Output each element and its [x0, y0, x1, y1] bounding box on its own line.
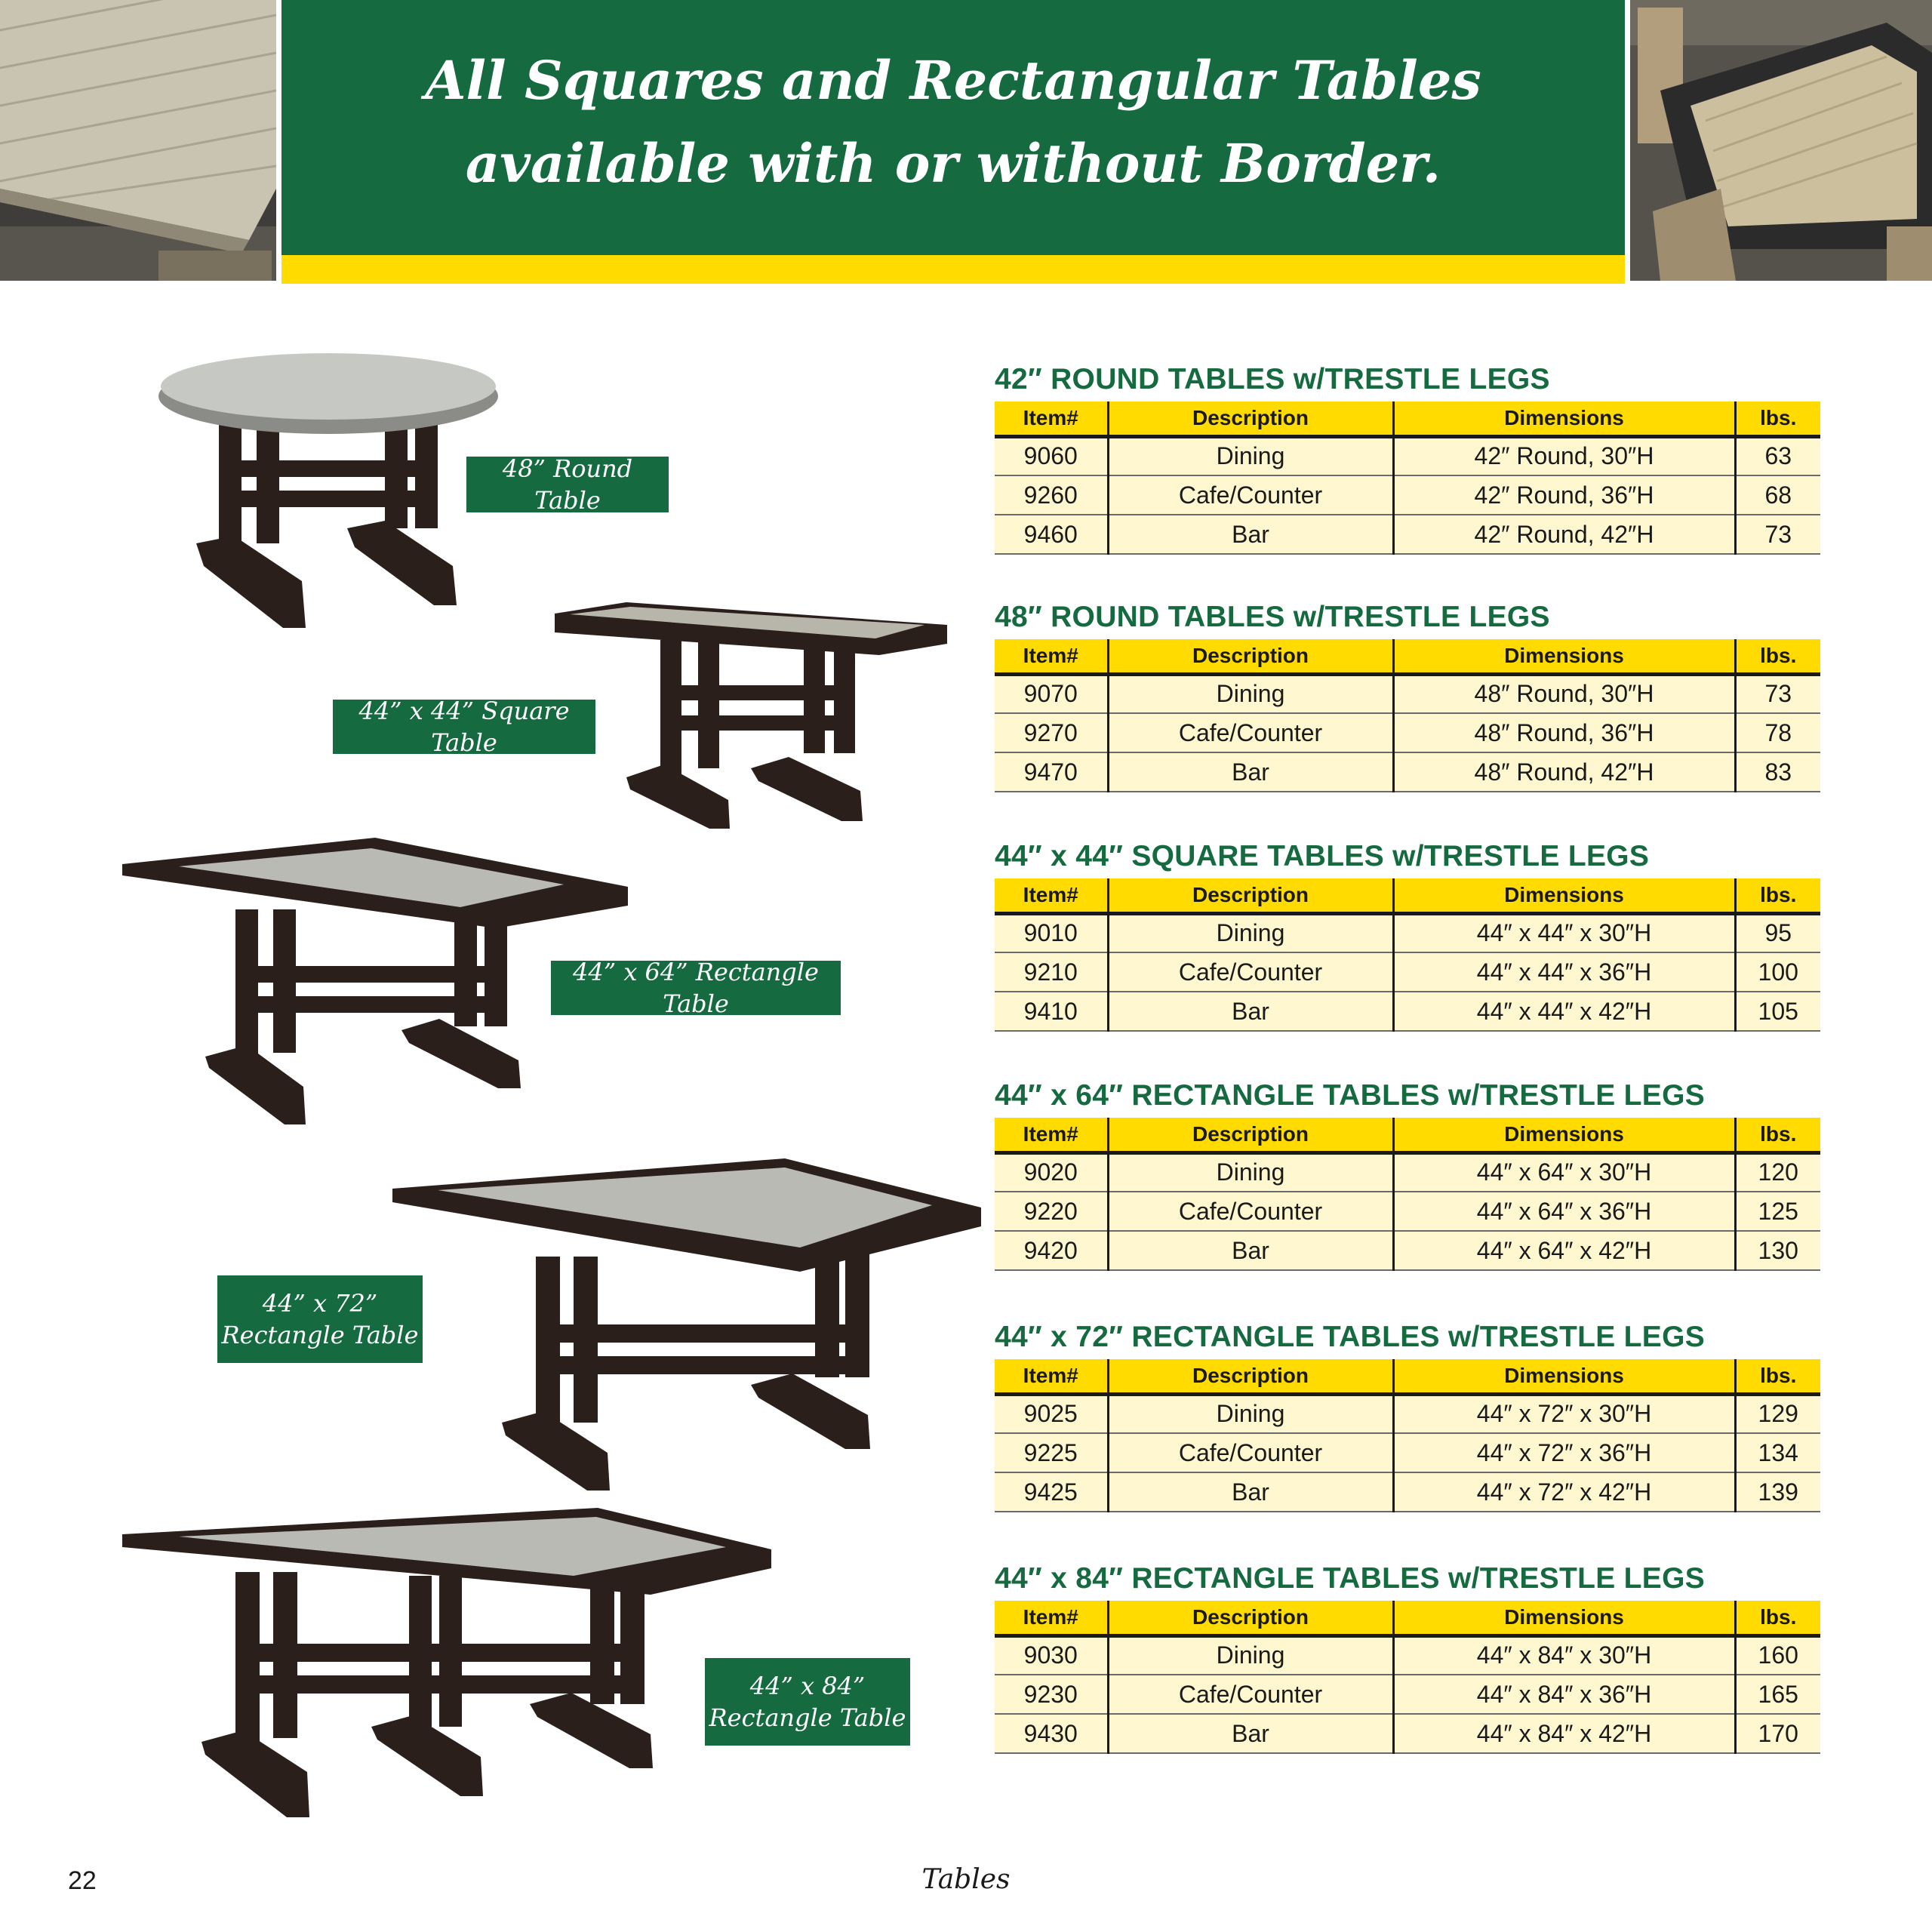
round-table-label-text: 48” Round Table	[502, 454, 633, 515]
cell-lbs: 100	[1735, 952, 1820, 992]
cell-lbs: 73	[1735, 515, 1820, 554]
cell-dimensions: 44″ x 72″ x 36″H	[1393, 1433, 1735, 1472]
cell-description: Cafe/Counter	[1108, 475, 1393, 515]
cell-description: Dining	[1108, 436, 1393, 475]
cell-dimensions: 44″ x 44″ x 30″H	[1393, 913, 1735, 952]
cell-item: 9210	[995, 952, 1108, 992]
header-dimensions: Dimensions	[1393, 401, 1735, 436]
header-row	[995, 1118, 1820, 1152]
table-row	[995, 515, 1820, 554]
cell-item: 9410	[995, 992, 1108, 1031]
cell-dimensions: 44″ x 44″ x 36″H	[1393, 952, 1735, 992]
cell-description: Dining	[1108, 1152, 1393, 1192]
round-table-image	[151, 355, 513, 634]
table-row	[995, 1231, 1820, 1270]
header-lbs: lbs.	[1735, 1118, 1820, 1152]
cell-description: Bar	[1108, 1231, 1393, 1270]
table-row	[995, 1472, 1820, 1512]
table-row	[995, 752, 1820, 792]
round-table-illustration	[151, 355, 513, 634]
spec-grid	[995, 1359, 1820, 1512]
header-description: Description	[1108, 878, 1393, 913]
bordered-tabletop-photo-left	[0, 0, 276, 281]
cell-lbs: 120	[1735, 1152, 1820, 1192]
spec-grid	[995, 639, 1820, 792]
cell-item: 9260	[995, 475, 1108, 515]
cell-dimensions: 44″ x 72″ x 30″H	[1393, 1394, 1735, 1433]
cell-lbs: 160	[1735, 1635, 1820, 1675]
cell-dimensions: 48″ Round, 36″H	[1393, 713, 1735, 752]
rect-72-table-image	[392, 1158, 981, 1491]
cell-item: 9070	[995, 674, 1108, 713]
spec-title: 48″ ROUND TABLES w/TRESTLE LEGS	[995, 601, 1550, 633]
page-number: 22	[68, 1866, 97, 1895]
cell-dimensions: 44″ x 84″ x 36″H	[1393, 1675, 1735, 1714]
cell-item: 9425	[995, 1472, 1108, 1512]
cell-description: Bar	[1108, 992, 1393, 1031]
header-lbs: lbs.	[1735, 878, 1820, 913]
header-lbs: lbs.	[1735, 639, 1820, 674]
spec-title: 42″ ROUND TABLES w/TRESTLE LEGS	[995, 363, 1550, 395]
table-row	[995, 1675, 1820, 1714]
cell-lbs: 73	[1735, 674, 1820, 713]
header-row	[995, 639, 1820, 674]
section-name: Tables	[921, 1864, 1011, 1895]
rect-84-table-label-line-1: 44” x 84”	[749, 1672, 866, 1700]
spec-title: 44″ x 44″ SQUARE TABLES w/TRESTLE LEGS	[995, 840, 1650, 872]
cell-dimensions: 42″ Round, 30″H	[1393, 436, 1735, 475]
page-title	[281, 39, 1625, 205]
spec-table-44x72-rectangle	[995, 1320, 1820, 1512]
header-item: Item#	[995, 1601, 1108, 1635]
square-table-illustration	[555, 602, 947, 829]
table-row	[995, 1152, 1820, 1192]
cell-description: Cafe/Counter	[1108, 713, 1393, 752]
header-item: Item#	[995, 639, 1108, 674]
cell-lbs: 129	[1735, 1394, 1820, 1433]
header-item: Item#	[995, 878, 1108, 913]
cell-dimensions: 48″ Round, 30″H	[1393, 674, 1735, 713]
cell-description: Bar	[1108, 515, 1393, 554]
table-row	[995, 713, 1820, 752]
table-row	[995, 992, 1820, 1031]
header-item: Item#	[995, 1118, 1108, 1152]
header-description: Description	[1108, 639, 1393, 674]
page-title-line-2: available with or without Border.	[465, 132, 1441, 195]
header-dimensions: Dimensions	[1393, 1359, 1735, 1394]
cell-dimensions: 42″ Round, 36″H	[1393, 475, 1735, 515]
spec-table-44x84-rectangle	[995, 1561, 1820, 1754]
cell-item: 9460	[995, 515, 1108, 554]
cell-description: Dining	[1108, 674, 1393, 713]
cell-lbs: 105	[1735, 992, 1820, 1031]
cell-description: Dining	[1108, 1635, 1393, 1675]
cell-dimensions: 44″ x 84″ x 42″H	[1393, 1714, 1735, 1753]
header-description: Description	[1108, 401, 1393, 436]
header-dimensions: Dimensions	[1393, 878, 1735, 913]
header-description: Description	[1108, 1118, 1393, 1152]
cell-item: 9020	[995, 1152, 1108, 1192]
cell-description: Dining	[1108, 913, 1393, 952]
rect-72-table-illustration	[392, 1158, 981, 1491]
table-row	[995, 952, 1820, 992]
spec-table-42-round	[995, 362, 1820, 555]
cell-dimensions: 44″ x 72″ x 42″H	[1393, 1472, 1735, 1512]
rect-84-table-illustration	[122, 1508, 771, 1825]
rect-72-table-label-line-2: Rectangle Table	[221, 1321, 419, 1349]
cell-description: Bar	[1108, 1472, 1393, 1512]
cell-lbs: 170	[1735, 1714, 1820, 1753]
spec-table-48-round	[995, 600, 1820, 792]
cell-description: Cafe/Counter	[1108, 1192, 1393, 1231]
cell-lbs: 83	[1735, 752, 1820, 792]
spec-table-44x64-rectangle	[995, 1078, 1820, 1271]
header-dimensions: Dimensions	[1393, 1118, 1735, 1152]
square-table-label-text: 44” x 44” Square Table	[358, 697, 570, 757]
cell-item: 9230	[995, 1675, 1108, 1714]
cell-item: 9430	[995, 1714, 1108, 1753]
rect-64-table-label	[551, 958, 841, 1018]
table-row	[995, 913, 1820, 952]
table-row	[995, 1394, 1820, 1433]
cell-lbs: 68	[1735, 475, 1820, 515]
cell-description: Cafe/Counter	[1108, 1675, 1393, 1714]
cell-dimensions: 44″ x 64″ x 42″H	[1393, 1231, 1735, 1270]
cell-item: 9060	[995, 436, 1108, 475]
header-dimensions: Dimensions	[1393, 1601, 1735, 1635]
round-table-label	[466, 454, 669, 515]
spec-title: 44″ x 72″ RECTANGLE TABLES w/TRESTLE LEGS	[995, 1321, 1706, 1353]
cell-lbs: 78	[1735, 713, 1820, 752]
header-dimensions: Dimensions	[1393, 639, 1735, 674]
header-description: Description	[1108, 1359, 1393, 1394]
cell-item: 9030	[995, 1635, 1108, 1675]
banner-photo-right	[1630, 0, 1932, 281]
rect-84-table-label-line-2: Rectangle Table	[709, 1703, 906, 1732]
cell-description: Bar	[1108, 752, 1393, 792]
cell-lbs: 130	[1735, 1231, 1820, 1270]
rect-64-table-label-text: 44” x 64” Rectangle Table	[573, 958, 819, 1018]
table-row	[995, 1714, 1820, 1753]
header-lbs: lbs.	[1735, 1601, 1820, 1635]
cell-item: 9225	[995, 1433, 1108, 1472]
header-row	[995, 1359, 1820, 1394]
cell-item: 9010	[995, 913, 1108, 952]
table-row	[995, 436, 1820, 475]
cell-dimensions: 44″ x 84″ x 30″H	[1393, 1635, 1735, 1675]
cell-item: 9025	[995, 1394, 1108, 1433]
cell-description: Cafe/Counter	[1108, 1433, 1393, 1472]
header-lbs: lbs.	[1735, 401, 1820, 436]
header-description: Description	[1108, 1601, 1393, 1635]
banner-photo-left	[0, 0, 276, 281]
spec-grid	[995, 1118, 1820, 1271]
header-row	[995, 1601, 1820, 1635]
header-row	[995, 878, 1820, 913]
spec-title: 44″ x 64″ RECTANGLE TABLES w/TRESTLE LEGS	[995, 1079, 1706, 1112]
cell-dimensions: 44″ x 44″ x 42″H	[1393, 992, 1735, 1031]
spec-table-44x44-square	[995, 839, 1820, 1032]
spec-grid	[995, 878, 1820, 1032]
cell-dimensions: 48″ Round, 42″H	[1393, 752, 1735, 792]
cell-dimensions: 42″ Round, 42″H	[1393, 515, 1735, 554]
cell-description: Cafe/Counter	[1108, 952, 1393, 992]
cell-dimensions: 44″ x 64″ x 36″H	[1393, 1192, 1735, 1231]
spec-grid	[995, 1601, 1820, 1754]
rect-72-table-label	[217, 1275, 423, 1363]
table-row	[995, 1433, 1820, 1472]
cell-item: 9270	[995, 713, 1108, 752]
header-banner	[281, 0, 1625, 284]
spec-title: 44″ x 84″ RECTANGLE TABLES w/TRESTLE LEGS	[995, 1562, 1706, 1595]
cell-lbs: 95	[1735, 913, 1820, 952]
cell-lbs: 134	[1735, 1433, 1820, 1472]
table-row	[995, 1192, 1820, 1231]
cell-description: Dining	[1108, 1394, 1393, 1433]
table-row	[995, 674, 1820, 713]
bordered-tabletop-photo-right	[1630, 0, 1932, 281]
cell-lbs: 63	[1735, 436, 1820, 475]
cell-lbs: 165	[1735, 1675, 1820, 1714]
header-item: Item#	[995, 1359, 1108, 1394]
rect-84-table-image	[122, 1508, 771, 1825]
header-lbs: lbs.	[1735, 1359, 1820, 1394]
rect-84-table-label	[705, 1658, 910, 1746]
cell-dimensions: 44″ x 64″ x 30″H	[1393, 1152, 1735, 1192]
square-table-image	[555, 602, 947, 829]
cell-lbs: 139	[1735, 1472, 1820, 1512]
page-title-line-1: All Squares and Rectangular Tables	[425, 49, 1481, 112]
header-item: Item#	[995, 401, 1108, 436]
table-row	[995, 475, 1820, 515]
banner-yellow-stripe	[281, 255, 1625, 284]
spec-grid	[995, 401, 1820, 555]
rect-72-table-label-line-1: 44” x 72”	[262, 1289, 378, 1318]
header-row	[995, 401, 1820, 436]
cell-lbs: 125	[1735, 1192, 1820, 1231]
cell-item: 9220	[995, 1192, 1108, 1231]
cell-item: 9470	[995, 752, 1108, 792]
table-row	[995, 1635, 1820, 1675]
cell-description: Bar	[1108, 1714, 1393, 1753]
cell-item: 9420	[995, 1231, 1108, 1270]
square-table-label	[333, 697, 595, 757]
